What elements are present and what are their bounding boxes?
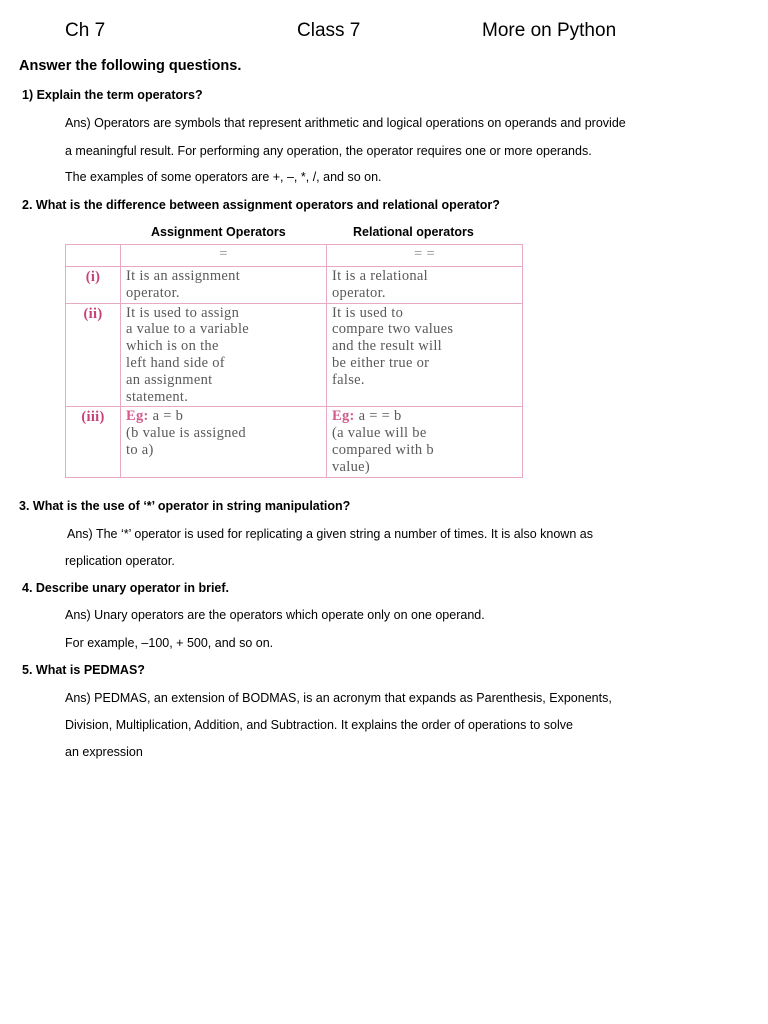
answer-5-line-2: Division, Multiplication, Addition, and Subtraction. It explains the order of operations to solve [65,718,573,732]
table-row [66,407,523,477]
table-cell [121,407,327,477]
row-number: (i) [66,267,121,304]
table-cell [327,407,523,477]
table-cell: It is a relational operator. [327,267,523,304]
example-note: (b value is assigned to a) [126,425,246,458]
question-2: 2. What is the difference between assignment operators and relational operator? [22,198,500,212]
table-row [66,267,523,304]
example-expression: a = = b [354,408,402,425]
instruction-heading: Answer the following questions. [19,58,242,74]
table-row [66,245,523,267]
question-1: 1) Explain the term operators? [22,88,203,102]
answer-3-line-2: replication operator. [65,554,175,568]
example-note: (a value will be compared with b value) [332,425,434,475]
answer-3-line-1: Ans) The ‘*’ operator is used for replicating a given string a number of times. It is also known as [67,527,593,541]
question-5: 5. What is PEDMAS? [22,663,145,677]
assignment-symbol: = [121,245,327,267]
col-header-assignment: Assignment Operators [151,225,286,239]
answer-4-line-1: Ans) Unary operators are the operators which operate only on one operand. [65,608,485,622]
relational-symbol: = = [327,245,523,267]
row-number: (iii) [66,407,121,477]
answer-5-line-1: Ans) PEDMAS, an extension of BODMAS, is an acronym that expands as Parenthesis, Exponents, [65,691,612,705]
answer-1-line-3: The examples of some operators are +, –, *, /, and so on. [65,170,382,184]
topic-title: More on Python [482,20,617,41]
example-label: Eg: [126,408,149,425]
table-cell: It is used to assign a value to a variable which is on the left hand side of an assignment statement. [121,303,327,407]
example-label: Eg: [332,408,355,425]
table-cell: It is used to compare two values and the result will be either true or false. [327,303,523,407]
answer-5-line-3: an expression [65,745,143,759]
answer-1-line-1: Ans) Operators are symbols that represent arithmetic and logical operations on operands and provide [65,116,626,130]
row-number: (ii) [66,303,121,407]
example-expression: a = b [148,408,184,425]
table-cell: It is an assignment operator. [121,267,327,304]
question-4: 4. Describe unary operator in brief. [22,581,230,595]
operators-comparison-table [65,244,523,478]
question-3: 3. What is the use of ‘*’ operator in string manipulation? [19,499,351,513]
table-row [66,303,523,407]
col-header-relational: Relational operators [353,225,474,239]
class-label: Class 7 [297,20,361,41]
chapter-label: Ch 7 [65,20,106,41]
answer-1-line-2: a meaningful result. For performing any operation, the operator requires one or more operands. [65,144,592,158]
answer-4-line-2: For example, –100, + 500, and so on. [65,636,274,650]
